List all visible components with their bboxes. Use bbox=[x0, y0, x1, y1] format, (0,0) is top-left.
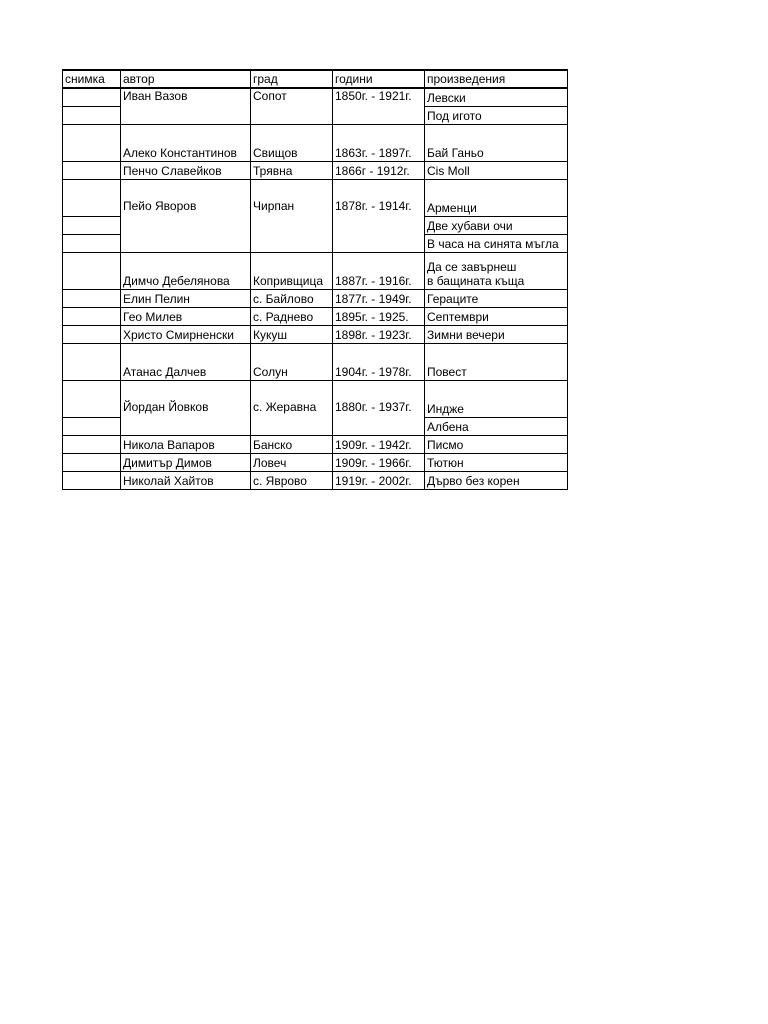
work-cell[interactable] bbox=[425, 252, 568, 289]
header-years[interactable]: години bbox=[333, 70, 425, 88]
author-cell[interactable]: Николай Хайтов bbox=[121, 471, 251, 489]
years-cell[interactable]: 1895г. - 1925. bbox=[333, 307, 425, 325]
photo-cell[interactable] bbox=[63, 325, 121, 343]
years-cell[interactable]: 1880г. - 1937г. bbox=[333, 380, 425, 435]
years-cell[interactable]: 1878г. - 1914г. bbox=[333, 179, 425, 252]
years-cell[interactable]: 1909г. - 1966г. bbox=[333, 453, 425, 471]
table-row bbox=[63, 343, 568, 380]
author-cell[interactable]: Елин Пелин bbox=[121, 289, 251, 307]
header-row bbox=[63, 70, 568, 88]
work-cell[interactable]: Албена bbox=[425, 417, 568, 435]
city-cell[interactable]: Банско bbox=[251, 435, 333, 453]
city-cell[interactable]: с. Байлово bbox=[251, 289, 333, 307]
years-cell[interactable]: 1909г. - 1942г. bbox=[333, 435, 425, 453]
years-cell[interactable]: 1866г - 1912г. bbox=[333, 161, 425, 179]
photo-cell[interactable] bbox=[63, 417, 121, 435]
header-photo[interactable]: снимка bbox=[63, 70, 121, 88]
photo-cell[interactable] bbox=[63, 216, 121, 234]
author-cell[interactable]: Димитър Димов bbox=[121, 453, 251, 471]
author-cell[interactable]: Никола Вапаров bbox=[121, 435, 251, 453]
work-cell[interactable]: Индже bbox=[425, 380, 568, 417]
author-cell[interactable]: Атанас Далчев bbox=[121, 343, 251, 380]
work-cell[interactable]: Дърво без корен bbox=[425, 471, 568, 489]
work-cell[interactable]: В часа на синята мъгла bbox=[425, 234, 568, 252]
table-row bbox=[63, 289, 568, 307]
city-cell[interactable]: Чирпан bbox=[251, 179, 333, 252]
author-cell[interactable]: Йордан Йовков bbox=[121, 380, 251, 435]
author-cell[interactable]: Христо Смирненски bbox=[121, 325, 251, 343]
photo-cell[interactable] bbox=[63, 289, 121, 307]
author-cell[interactable]: Пенчо Славейков bbox=[121, 161, 251, 179]
photo-cell[interactable] bbox=[63, 88, 121, 106]
author-cell[interactable]: Димчо Дебелянова bbox=[121, 252, 251, 289]
photo-cell[interactable] bbox=[63, 380, 121, 417]
author-cell[interactable]: Алеко Константинов bbox=[121, 124, 251, 161]
table-row bbox=[63, 179, 568, 216]
work-cell[interactable]: Левски bbox=[425, 88, 568, 106]
header-city[interactable]: град bbox=[251, 70, 333, 88]
city-cell[interactable]: Сопот bbox=[251, 88, 333, 124]
work-cell[interactable]: Зимни вечери bbox=[425, 325, 568, 343]
table-row bbox=[63, 161, 568, 179]
years-cell[interactable]: 1904г. - 1978г. bbox=[333, 343, 425, 380]
photo-cell[interactable] bbox=[63, 234, 121, 252]
table-row bbox=[63, 307, 568, 325]
photo-cell[interactable] bbox=[63, 471, 121, 489]
table-row bbox=[63, 252, 568, 289]
photo-cell[interactable] bbox=[63, 124, 121, 161]
table-row bbox=[63, 435, 568, 453]
city-cell[interactable]: с. Жеравна bbox=[251, 380, 333, 435]
years-cell[interactable]: 1898г. - 1923г. bbox=[333, 325, 425, 343]
table-row bbox=[63, 88, 568, 106]
work-cell[interactable]: Гераците bbox=[425, 289, 568, 307]
city-cell[interactable]: Копривщица bbox=[251, 252, 333, 289]
city-cell[interactable]: Солун bbox=[251, 343, 333, 380]
author-cell[interactable]: Гео Милев bbox=[121, 307, 251, 325]
years-cell[interactable]: 1877г. - 1949г. bbox=[333, 289, 425, 307]
city-cell[interactable]: Трявна bbox=[251, 161, 333, 179]
work-cell[interactable]: Арменци bbox=[425, 179, 568, 216]
header-works[interactable]: произведения bbox=[425, 70, 568, 88]
header-author[interactable]: автор bbox=[121, 70, 251, 88]
work-cell[interactable]: Cis Moll bbox=[425, 161, 568, 179]
authors-table bbox=[62, 69, 568, 490]
photo-cell[interactable] bbox=[63, 453, 121, 471]
photo-cell[interactable] bbox=[63, 179, 121, 216]
table-row bbox=[63, 380, 568, 417]
table-row bbox=[63, 471, 568, 489]
work-cell[interactable]: Бай Ганьо bbox=[425, 124, 568, 161]
work-cell[interactable]: Две хубави очи bbox=[425, 216, 568, 234]
table-row bbox=[63, 453, 568, 471]
author-cell[interactable]: Иван Вазов bbox=[121, 88, 251, 124]
city-cell[interactable]: Свищов bbox=[251, 124, 333, 161]
city-cell[interactable]: с. Яврово bbox=[251, 471, 333, 489]
work-cell[interactable]: Септември bbox=[425, 307, 568, 325]
work-cell[interactable]: Тютюн bbox=[425, 453, 568, 471]
photo-cell[interactable] bbox=[63, 435, 121, 453]
work-cell[interactable]: Под игото bbox=[425, 106, 568, 124]
work-cell[interactable]: Повест bbox=[425, 343, 568, 380]
years-cell[interactable]: 1887г. - 1916г. bbox=[333, 252, 425, 289]
author-cell[interactable]: Пейо Яворов bbox=[121, 179, 251, 252]
city-cell[interactable]: Ловеч bbox=[251, 453, 333, 471]
city-cell[interactable]: Кукуш bbox=[251, 325, 333, 343]
work-cell[interactable]: Писмо bbox=[425, 435, 568, 453]
photo-cell[interactable] bbox=[63, 343, 121, 380]
table-row bbox=[63, 124, 568, 161]
photo-cell[interactable] bbox=[63, 252, 121, 289]
work-line: в бащината къща bbox=[427, 273, 525, 288]
years-cell[interactable]: 1863г. - 1897г. bbox=[333, 124, 425, 161]
city-cell[interactable]: с. Раднево bbox=[251, 307, 333, 325]
work-line: Да се завърнеш bbox=[427, 259, 517, 274]
photo-cell[interactable] bbox=[63, 106, 121, 124]
photo-cell[interactable] bbox=[63, 161, 121, 179]
years-cell[interactable]: 1919г. - 2002г. bbox=[333, 471, 425, 489]
years-cell[interactable]: 1850г. - 1921г. bbox=[333, 88, 425, 124]
table-row bbox=[63, 325, 568, 343]
photo-cell[interactable] bbox=[63, 307, 121, 325]
